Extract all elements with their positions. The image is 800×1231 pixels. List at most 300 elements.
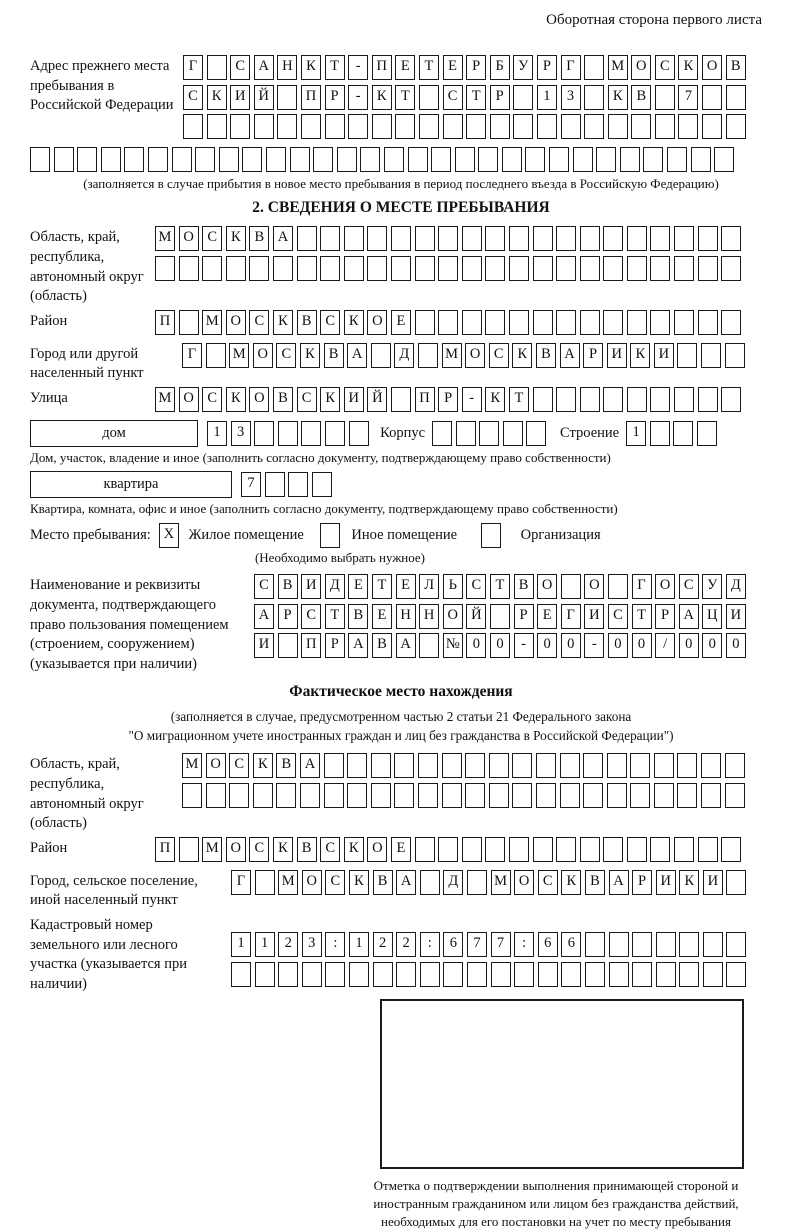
char-box[interactable]: 2 [396, 932, 416, 957]
char-box[interactable]: В [297, 310, 317, 335]
char-box[interactable] [678, 114, 698, 139]
char-box[interactable] [371, 783, 391, 808]
char-box[interactable]: А [560, 343, 580, 368]
char-box[interactable] [277, 85, 297, 110]
char-box[interactable]: Т [325, 604, 345, 629]
char-box[interactable] [320, 226, 340, 251]
char-box[interactable]: Р [466, 55, 486, 80]
char-box[interactable] [288, 472, 308, 497]
char-box[interactable]: К [253, 753, 273, 778]
char-box[interactable]: М [442, 343, 462, 368]
char-box[interactable] [580, 837, 600, 862]
char-box[interactable] [479, 421, 499, 446]
char-box[interactable] [538, 962, 558, 987]
char-box[interactable] [627, 387, 647, 412]
char-box[interactable] [242, 147, 262, 172]
char-box[interactable]: М [202, 310, 222, 335]
char-box[interactable]: С [443, 85, 463, 110]
char-box[interactable] [697, 421, 717, 446]
char-box[interactable]: К [630, 343, 650, 368]
char-box[interactable]: С [655, 55, 675, 80]
char-box[interactable] [455, 147, 475, 172]
char-box[interactable] [609, 962, 629, 987]
char-box[interactable] [654, 753, 674, 778]
char-box[interactable]: Е [348, 574, 368, 599]
char-box[interactable]: П [415, 387, 435, 412]
char-box[interactable]: К [561, 870, 581, 895]
char-box[interactable] [348, 114, 368, 139]
char-box[interactable] [491, 962, 511, 987]
char-box[interactable] [443, 962, 463, 987]
char-box[interactable]: Р [632, 870, 652, 895]
char-box[interactable] [485, 837, 505, 862]
char-box[interactable] [485, 226, 505, 251]
char-box[interactable] [438, 256, 458, 281]
char-box[interactable]: 6 [443, 932, 463, 957]
char-box[interactable] [536, 783, 556, 808]
char-box[interactable]: В [324, 343, 344, 368]
char-box[interactable]: Т [490, 574, 510, 599]
char-box[interactable] [533, 310, 553, 335]
char-box[interactable]: О [226, 837, 246, 862]
char-box[interactable] [603, 310, 623, 335]
char-box[interactable] [249, 256, 269, 281]
char-box[interactable] [596, 147, 616, 172]
char-box[interactable]: / [655, 633, 675, 658]
char-box[interactable]: В [726, 55, 746, 80]
char-box[interactable]: 1 [349, 932, 369, 957]
char-box[interactable]: С [202, 226, 222, 251]
char-box[interactable]: О [584, 574, 604, 599]
char-box[interactable]: С [538, 870, 558, 895]
char-box[interactable] [419, 114, 439, 139]
char-box[interactable]: М [608, 55, 628, 80]
char-box[interactable]: К [301, 55, 321, 80]
char-box[interactable] [277, 114, 297, 139]
char-box[interactable] [673, 421, 693, 446]
char-box[interactable] [297, 226, 317, 251]
char-box[interactable] [276, 783, 296, 808]
char-box[interactable]: А [347, 343, 367, 368]
char-box[interactable]: П [301, 85, 321, 110]
char-box[interactable] [278, 633, 298, 658]
char-box[interactable] [462, 256, 482, 281]
char-box[interactable] [674, 387, 694, 412]
char-box[interactable] [420, 962, 440, 987]
char-box[interactable] [703, 932, 723, 957]
char-box[interactable] [481, 523, 501, 548]
char-box[interactable] [324, 783, 344, 808]
char-box[interactable]: 7 [491, 932, 511, 957]
char-box[interactable]: О [367, 837, 387, 862]
char-box[interactable] [179, 256, 199, 281]
char-box[interactable]: Р [583, 343, 603, 368]
char-box[interactable] [384, 147, 404, 172]
char-box[interactable] [265, 472, 285, 497]
char-box[interactable] [54, 147, 74, 172]
char-box[interactable]: 0 [537, 633, 557, 658]
char-box[interactable] [585, 962, 605, 987]
char-box[interactable]: К [349, 870, 369, 895]
char-box[interactable]: А [609, 870, 629, 895]
char-box[interactable]: Д [443, 870, 463, 895]
char-box[interactable] [627, 256, 647, 281]
char-box[interactable] [206, 783, 226, 808]
char-box[interactable]: У [513, 55, 533, 80]
char-box[interactable]: К [678, 55, 698, 80]
char-box[interactable] [349, 962, 369, 987]
char-box[interactable]: А [679, 604, 699, 629]
char-box[interactable]: 2 [373, 932, 393, 957]
char-box[interactable] [580, 256, 600, 281]
char-box[interactable] [726, 870, 746, 895]
char-box[interactable] [367, 226, 387, 251]
char-box[interactable]: К [512, 343, 532, 368]
char-box[interactable] [226, 256, 246, 281]
char-box[interactable]: 0 [679, 633, 699, 658]
char-box[interactable] [485, 310, 505, 335]
char-box[interactable] [182, 783, 202, 808]
char-box[interactable]: О [702, 55, 722, 80]
char-box[interactable] [490, 114, 510, 139]
char-box[interactable] [655, 114, 675, 139]
char-box[interactable] [391, 256, 411, 281]
char-box[interactable]: - [348, 85, 368, 110]
char-box[interactable] [467, 962, 487, 987]
char-box[interactable]: О [302, 870, 322, 895]
char-box[interactable] [77, 147, 97, 172]
char-box[interactable] [396, 962, 416, 987]
char-box[interactable]: И [607, 343, 627, 368]
char-box[interactable] [533, 256, 553, 281]
char-box[interactable]: С [325, 870, 345, 895]
char-box[interactable]: К [608, 85, 628, 110]
char-box[interactable]: 2 [278, 932, 298, 957]
char-box[interactable]: Е [396, 574, 416, 599]
char-box[interactable]: В [372, 633, 392, 658]
char-box[interactable]: X [159, 523, 179, 548]
char-box[interactable] [438, 837, 458, 862]
char-box[interactable] [584, 55, 604, 80]
char-box[interactable] [465, 753, 485, 778]
char-box[interactable] [674, 310, 694, 335]
char-box[interactable]: Д [325, 574, 345, 599]
char-box[interactable] [514, 962, 534, 987]
char-box[interactable]: С [679, 574, 699, 599]
char-box[interactable]: И [726, 604, 746, 629]
char-box[interactable] [337, 147, 357, 172]
char-box[interactable] [632, 932, 652, 957]
char-box[interactable]: Т [395, 85, 415, 110]
char-box[interactable] [585, 932, 605, 957]
char-box[interactable] [650, 256, 670, 281]
char-box[interactable]: 0 [632, 633, 652, 658]
char-box[interactable]: К [344, 837, 364, 862]
char-box[interactable] [418, 753, 438, 778]
char-box[interactable] [702, 85, 722, 110]
char-box[interactable] [725, 783, 745, 808]
char-box[interactable] [415, 310, 435, 335]
char-box[interactable] [674, 837, 694, 862]
char-box[interactable]: О [249, 387, 269, 412]
char-box[interactable] [630, 783, 650, 808]
char-box[interactable] [556, 387, 576, 412]
char-box[interactable] [371, 753, 391, 778]
char-box[interactable] [655, 85, 675, 110]
char-box[interactable] [698, 226, 718, 251]
char-box[interactable] [509, 837, 529, 862]
char-box[interactable]: О [537, 574, 557, 599]
char-box[interactable] [367, 256, 387, 281]
char-box[interactable] [701, 753, 721, 778]
char-box[interactable]: Т [632, 604, 652, 629]
char-box[interactable] [677, 343, 697, 368]
char-box[interactable] [513, 85, 533, 110]
char-box[interactable]: К [226, 387, 246, 412]
char-box[interactable] [300, 783, 320, 808]
char-box[interactable]: К [273, 310, 293, 335]
char-box[interactable]: Р [325, 85, 345, 110]
char-box[interactable] [632, 962, 652, 987]
char-box[interactable] [698, 310, 718, 335]
char-box[interactable] [490, 604, 510, 629]
char-box[interactable] [549, 147, 569, 172]
char-box[interactable]: А [254, 55, 274, 80]
char-box[interactable] [467, 870, 487, 895]
char-box[interactable] [229, 783, 249, 808]
char-box[interactable]: Л [419, 574, 439, 599]
char-box[interactable]: С [183, 85, 203, 110]
char-box[interactable] [456, 421, 476, 446]
char-box[interactable] [643, 147, 663, 172]
char-box[interactable] [533, 837, 553, 862]
char-box[interactable] [650, 226, 670, 251]
char-box[interactable] [631, 114, 651, 139]
char-box[interactable] [172, 147, 192, 172]
char-box[interactable] [627, 310, 647, 335]
char-box[interactable] [607, 783, 627, 808]
char-box[interactable]: И [344, 387, 364, 412]
char-box[interactable] [603, 226, 623, 251]
char-box[interactable] [703, 962, 723, 987]
char-box[interactable] [219, 147, 239, 172]
char-box[interactable]: Д [394, 343, 414, 368]
char-box[interactable] [679, 932, 699, 957]
char-box[interactable] [301, 114, 321, 139]
char-box[interactable]: Г [182, 343, 202, 368]
char-box[interactable]: С [608, 604, 628, 629]
char-box[interactable] [408, 147, 428, 172]
char-box[interactable] [419, 633, 439, 658]
char-box[interactable] [325, 114, 345, 139]
char-box[interactable] [698, 837, 718, 862]
char-box[interactable] [391, 226, 411, 251]
char-box[interactable] [273, 256, 293, 281]
char-box[interactable]: С [320, 837, 340, 862]
char-box[interactable] [415, 837, 435, 862]
char-box[interactable]: С [320, 310, 340, 335]
char-box[interactable]: : [420, 932, 440, 957]
char-box[interactable]: 0 [466, 633, 486, 658]
char-box[interactable] [394, 753, 414, 778]
char-box[interactable]: Р [655, 604, 675, 629]
char-box[interactable]: 7 [467, 932, 487, 957]
char-box[interactable] [608, 114, 628, 139]
char-box[interactable] [721, 256, 741, 281]
char-box[interactable]: 0 [702, 633, 722, 658]
char-box[interactable] [725, 343, 745, 368]
char-box[interactable] [603, 256, 623, 281]
char-box[interactable] [691, 147, 711, 172]
char-box[interactable] [124, 147, 144, 172]
char-box[interactable] [726, 962, 746, 987]
char-box[interactable]: 3 [561, 85, 581, 110]
char-box[interactable] [502, 147, 522, 172]
char-box[interactable]: Е [391, 310, 411, 335]
char-box[interactable] [206, 343, 226, 368]
char-box[interactable]: 0 [726, 633, 746, 658]
char-box[interactable] [431, 147, 451, 172]
char-box[interactable] [324, 753, 344, 778]
char-box[interactable] [556, 837, 576, 862]
char-box[interactable]: И [230, 85, 250, 110]
char-box[interactable] [438, 226, 458, 251]
char-box[interactable]: К [207, 85, 227, 110]
char-box[interactable] [432, 421, 452, 446]
char-box[interactable]: 0 [608, 633, 628, 658]
char-box[interactable] [325, 962, 345, 987]
char-box[interactable] [489, 753, 509, 778]
char-box[interactable]: П [301, 633, 321, 658]
char-box[interactable] [195, 147, 215, 172]
char-box[interactable]: 7 [241, 472, 261, 497]
char-box[interactable] [179, 310, 199, 335]
char-box[interactable]: С [229, 753, 249, 778]
char-box[interactable] [537, 114, 557, 139]
char-box[interactable]: 1 [207, 421, 227, 446]
char-box[interactable] [620, 147, 640, 172]
char-box[interactable] [674, 256, 694, 281]
char-box[interactable]: - [514, 633, 534, 658]
char-box[interactable]: С [249, 310, 269, 335]
char-box[interactable]: В [249, 226, 269, 251]
char-box[interactable]: Е [443, 55, 463, 80]
char-box[interactable] [580, 310, 600, 335]
char-box[interactable]: О [206, 753, 226, 778]
char-box[interactable] [702, 114, 722, 139]
char-box[interactable] [656, 962, 676, 987]
char-box[interactable] [202, 256, 222, 281]
char-box[interactable]: : [325, 932, 345, 957]
char-box[interactable] [347, 783, 367, 808]
char-box[interactable]: Р [490, 85, 510, 110]
char-box[interactable]: Й [367, 387, 387, 412]
char-box[interactable] [30, 147, 50, 172]
char-box[interactable] [230, 114, 250, 139]
char-box[interactable] [725, 753, 745, 778]
char-box[interactable]: - [584, 633, 604, 658]
char-box[interactable] [721, 310, 741, 335]
char-box[interactable] [320, 256, 340, 281]
char-box[interactable]: М [278, 870, 298, 895]
char-box[interactable] [415, 226, 435, 251]
char-box[interactable] [721, 226, 741, 251]
char-box[interactable] [607, 753, 627, 778]
char-box[interactable] [148, 147, 168, 172]
char-box[interactable]: Р [438, 387, 458, 412]
char-box[interactable]: С [301, 604, 321, 629]
char-box[interactable] [677, 783, 697, 808]
char-box[interactable] [609, 932, 629, 957]
char-box[interactable] [278, 962, 298, 987]
char-box[interactable] [512, 753, 532, 778]
char-box[interactable] [266, 147, 286, 172]
char-box[interactable]: В [585, 870, 605, 895]
char-box[interactable] [485, 256, 505, 281]
char-box[interactable] [650, 837, 670, 862]
char-box[interactable] [583, 753, 603, 778]
char-box[interactable] [290, 147, 310, 172]
char-box[interactable]: 7 [678, 85, 698, 110]
char-box[interactable]: Т [509, 387, 529, 412]
char-box[interactable]: О [226, 310, 246, 335]
char-box[interactable]: С [230, 55, 250, 80]
char-box[interactable]: М [491, 870, 511, 895]
char-box[interactable] [509, 226, 529, 251]
char-box[interactable]: С [276, 343, 296, 368]
char-box[interactable]: К [344, 310, 364, 335]
char-box[interactable]: В [514, 574, 534, 599]
char-box[interactable]: О [631, 55, 651, 80]
char-box[interactable] [654, 783, 674, 808]
char-box[interactable] [360, 147, 380, 172]
char-box[interactable] [509, 310, 529, 335]
char-box[interactable]: 6 [538, 932, 558, 957]
char-box[interactable] [536, 753, 556, 778]
char-box[interactable]: Г [183, 55, 203, 80]
char-box[interactable] [155, 256, 175, 281]
char-box[interactable] [462, 226, 482, 251]
char-box[interactable]: И [703, 870, 723, 895]
char-box[interactable]: Е [537, 604, 557, 629]
char-box[interactable]: 1 [255, 932, 275, 957]
char-box[interactable] [478, 147, 498, 172]
char-box[interactable]: А [254, 604, 274, 629]
char-box[interactable]: 0 [490, 633, 510, 658]
char-box[interactable]: К [320, 387, 340, 412]
char-box[interactable]: А [348, 633, 368, 658]
char-box[interactable]: М [182, 753, 202, 778]
char-box[interactable] [560, 783, 580, 808]
char-box[interactable]: Й [254, 85, 274, 110]
char-box[interactable]: К [485, 387, 505, 412]
char-box[interactable]: В [348, 604, 368, 629]
char-box[interactable]: Е [391, 837, 411, 862]
char-box[interactable]: А [396, 633, 416, 658]
char-box[interactable]: Г [632, 574, 652, 599]
char-box[interactable] [418, 783, 438, 808]
char-box[interactable] [698, 387, 718, 412]
char-box[interactable] [580, 387, 600, 412]
char-box[interactable]: Н [277, 55, 297, 80]
char-box[interactable]: М [155, 387, 175, 412]
char-box[interactable] [254, 421, 274, 446]
char-box[interactable]: И [654, 343, 674, 368]
char-box[interactable] [674, 226, 694, 251]
char-box[interactable] [701, 783, 721, 808]
char-box[interactable] [465, 783, 485, 808]
char-box[interactable]: О [443, 604, 463, 629]
